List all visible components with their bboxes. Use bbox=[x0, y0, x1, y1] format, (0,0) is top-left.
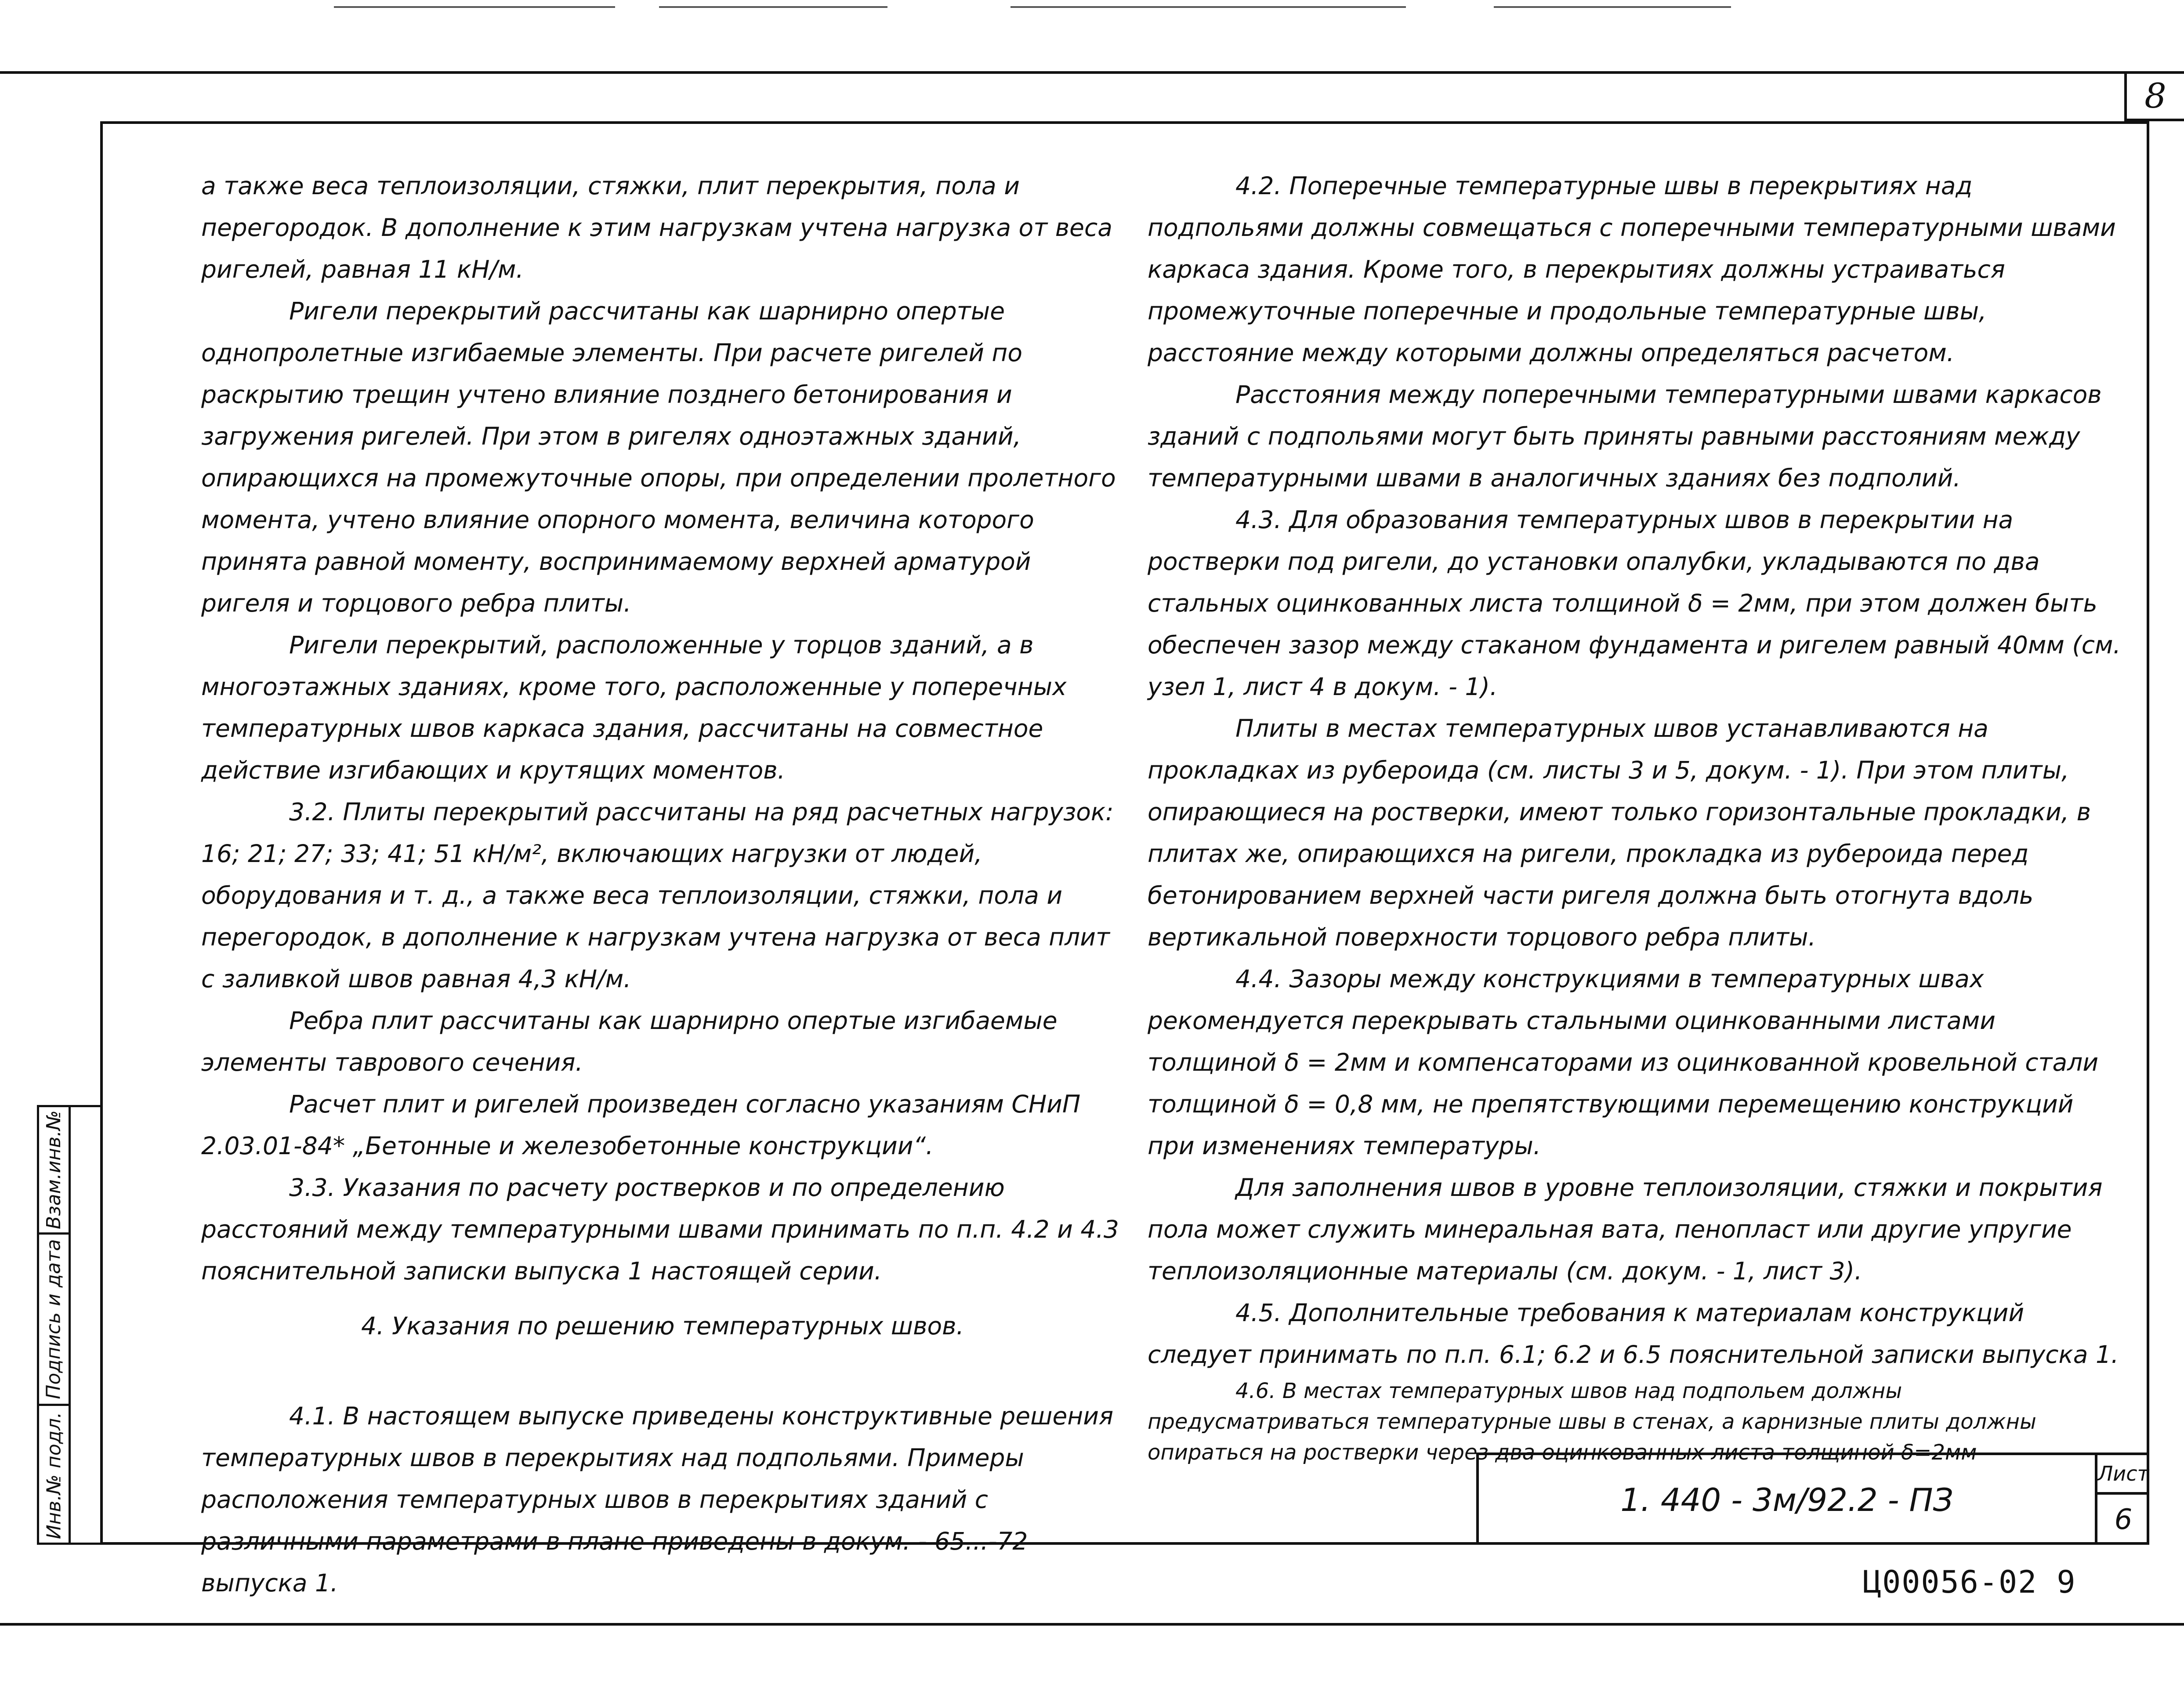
paragraph: Для заполнения швов в уровне теплоизоляции, стяжки и покрытия пола может служить минеральная вата, пенопласт или другие упругие теплоизоляционные материалы (см. докум. - 1, лист 3). bbox=[1148, 1174, 2103, 1285]
paragraph: Ригели перекрытий, расположенные у торцов зданий, а в многоэтажных зданиях, кроме того, расположенные у поперечных температурных швов каркаса здания, рассчитаны на совместное действие изгибающих и крутящих моментов. bbox=[201, 631, 1067, 784]
sheet-label: Лист bbox=[2097, 1455, 2149, 1495]
stamp-label-inv-original: Инв.№ подл. bbox=[43, 1412, 65, 1539]
section-heading: 4. Указания по решению температурных швов. bbox=[361, 1312, 964, 1340]
top-sheet-number: 8 bbox=[2124, 74, 2184, 121]
document-code: 1. 440 - 3м/92.2 - ПЗ bbox=[1620, 1482, 1953, 1518]
paragraph: 4.3. Для образования температурных швов в перекрытии на ростверки под ригели, до установки опалубки, укладываются по два стальных оцинкованных листа толщиной δ = 2мм, при этом должен быть обеспечен зазор между стаканом фундамента и ригелем равный 40мм (см. узел 1, лист 4 в докум. - 1). bbox=[1148, 506, 2121, 701]
stamp-cell-signature-date bbox=[39, 1235, 71, 1406]
stamp-label-signature-date: Подпись и дата bbox=[43, 1239, 65, 1399]
top-rule bbox=[0, 71, 2184, 74]
title-block bbox=[1476, 1453, 2149, 1545]
paragraph: Расстояния между поперечными температурными швами каркасов зданий с подпольями могут быть приняты равными расстояниям между температурными швами в аналогичных зданиях без подполий. bbox=[1148, 380, 2102, 492]
paragraph: Ребра плит рассчитаны как шарнирно опертые изгибаемые элементы таврового сечения. bbox=[201, 1007, 1058, 1076]
paragraph: 4.1. В настоящем выпуске приведены конструктивные решения температурных швов в перекрытиях над подпольями. Примеры расположения температурных швов в перекрытиях зданий с различными параметрами в плане приведены в докум. - 65...-72 выпуска 1. bbox=[201, 1402, 1114, 1597]
right-text-column bbox=[1148, 165, 2127, 1468]
paragraph: 3.3. Указания по расчету ростверков и по определению расстояний между температурными швами принимать по п.п. 4.2 и 4.3 пояснительной записки выпуска 1 настоящей серии. bbox=[201, 1174, 1119, 1285]
paragraph: 4.2. Поперечные температурные швы в перекрытиях над подпольями должны совмещаться с поперечными температурными швами каркаса здания. Кроме того, в перекрытиях должны устраиваться промежуточные поперечные и продольные температурные швы, расстояние между которыми должны определяться расчетом. bbox=[1148, 172, 2116, 367]
paragraph: 4.5. Дополнительные требования к материалам конструкций следует принимать по п.п. 6.1; 6.2 и 6.5 пояснительной записки выпуска 1. bbox=[1148, 1299, 2119, 1369]
stamp-label-replace-inv: Взам.инв.№ bbox=[43, 1110, 65, 1229]
scan-artifact-line bbox=[334, 6, 615, 8]
binding-stamp bbox=[37, 1105, 100, 1545]
stamp-cell-replace-inv bbox=[39, 1107, 71, 1235]
paragraph: 3.2. Плиты перекрытий рассчитаны на ряд расчетных нагрузок: 16; 21; 27; 33; 41; 51 кН/м², включающих нагрузки от людей, оборудования и т. д., а также веса теплоизоляции, стяжки, пола и перегородок, в дополнение к нагрузкам учтена нагрузка от веса плит с заливкой швов равная 4,3 кН/м. bbox=[201, 798, 1114, 993]
paragraph: 4.4. Зазоры между конструкциями в температурных швах рекомендуется перекрывать стальными оцинкованными листами толщиной δ = 2мм и компенсаторами из оцинкованной кровельной стали толщиной δ = 0,8 мм, не препятствующими перемещению конструкций при изменениях температуры. bbox=[1148, 965, 2099, 1160]
paragraph: а также веса теплоизоляции, стяжки, плит перекрытия, пола и перегородок. В дополнение к этим нагрузкам учтена нагрузка от веса ригелей, равная 11 кН/м. bbox=[201, 172, 1112, 283]
paragraph: Плиты в местах температурных швов устанавливаются на прокладках из рубероида (см. листы 3 и 5, докум. - 1). При этом плиты, опирающиеся на ростверки, имеют только горизонтальные прокладки, в плитах же, опирающихся на ригели, прокладка из рубероида перед бетонированием верхней части ригеля должна быть отогнута вдоль вертикальной поверхности торцового ребра плиты. bbox=[1148, 714, 2091, 951]
left-text-column bbox=[201, 165, 1124, 1604]
paragraph: Расчет плит и ригелей произведен согласно указаниям СНиП 2.03.01-84* „Бетонные и железобетонные конструкции“. bbox=[201, 1090, 1081, 1160]
bottom-rule bbox=[0, 1623, 2184, 1626]
paragraph: 4.6. В местах температурных швов над подпольем должны предусматриваться температурные швы в стенах, а карнизные плиты должны опираться на ростверки через два оцинкованных листа толщиной δ=2мм bbox=[1148, 1379, 2036, 1465]
footer-code: Ц00056-02 9 bbox=[1863, 1564, 2076, 1600]
sheet-cell bbox=[2095, 1455, 2149, 1545]
sheet-number: 6 bbox=[2114, 1503, 2133, 1536]
scan-artifact-line bbox=[1011, 6, 1406, 8]
stamp-cell-inv-original bbox=[39, 1406, 71, 1545]
paragraph: Ригели перекрытий рассчитаны как шарнирно опертые однопролетные изгибаемые элементы. При расчете ригелей по раскрытию трещин учтено влияние позднего бетонирования и загружения ригелей. При этом в ригелях одноэтажных зданий, опирающихся на промежуточные опоры, при определении пролетного момента, учтено влияние опорного момента, величина которого принята равной моменту, воспринимаемому верхней арматурой ригеля и торцового ребра плиты. bbox=[201, 297, 1116, 617]
scan-artifact-line bbox=[1494, 6, 1731, 8]
scan-artifact-line bbox=[659, 6, 887, 8]
